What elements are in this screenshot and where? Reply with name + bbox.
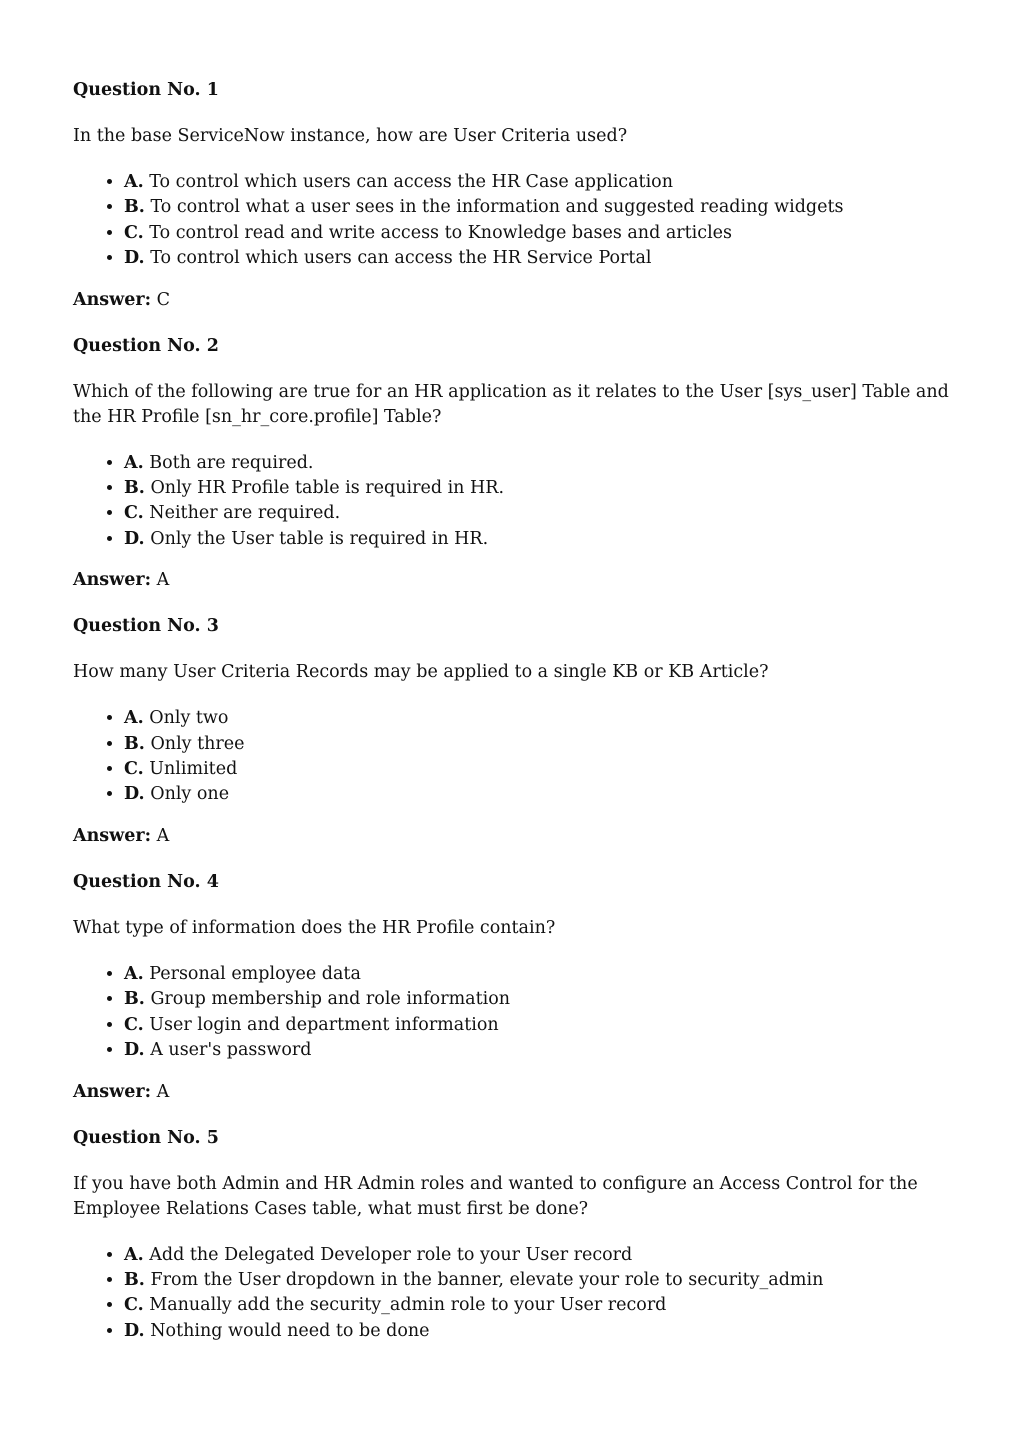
- option-text: To control read and write access to Knowledge bases and articles: [143, 222, 733, 243]
- option-text: To control what a user sees in the information and suggested reading widgets: [144, 197, 844, 218]
- option-d: [124, 527, 951, 552]
- option-c: [124, 757, 951, 782]
- option-list: [73, 170, 951, 272]
- option-letter: B.: [124, 197, 145, 218]
- question-text: How many User Criteria Records may be applied to a single KB or KB Article?: [73, 662, 769, 683]
- option-text: Both are required.: [143, 452, 314, 473]
- question-1: [73, 78, 951, 313]
- option-letter: B.: [124, 733, 145, 754]
- option-c: [124, 1293, 951, 1318]
- option-a: [124, 451, 951, 476]
- answer: [73, 568, 951, 593]
- option-letter: A.: [124, 708, 144, 729]
- question-title: Question No. 2: [73, 335, 219, 356]
- option-letter: C.: [124, 759, 144, 780]
- option-c: [124, 1013, 951, 1038]
- option-text: User login and department information: [143, 1014, 499, 1035]
- answer-label: Answer:: [73, 570, 152, 591]
- question-text: In the base ServiceNow instance, how are User Criteria used?: [73, 126, 628, 146]
- option-d: [124, 782, 951, 807]
- option-text: Neither are required.: [143, 503, 341, 524]
- option-text: From the User dropdown in the banner, elevate your role to security_admin: [144, 1269, 824, 1290]
- option-letter: C.: [124, 1295, 144, 1316]
- option-a: [124, 170, 951, 195]
- option-letter: D.: [124, 1040, 145, 1061]
- option-text: A user's password: [144, 1040, 312, 1061]
- question-title: Question No. 4: [73, 871, 219, 892]
- question-4: [73, 870, 951, 1105]
- option-text: Only two: [143, 708, 229, 729]
- option-text: Add the Delegated Developer role to your User record: [143, 1244, 633, 1265]
- option-letter: B.: [124, 1269, 145, 1290]
- answer-value: A: [151, 825, 170, 846]
- question-text: If you have both Admin and HR Admin roles and wanted to configure an Access Control for the Employee Relations Cases table, what must first be done?: [73, 1173, 918, 1219]
- option-b: [124, 987, 951, 1012]
- option-letter: B.: [124, 478, 145, 499]
- option-a: [124, 1243, 951, 1268]
- option-letter: D.: [124, 1320, 145, 1341]
- option-text: To control which users can access the HR Service Portal: [144, 248, 652, 269]
- option-letter: D.: [124, 784, 145, 805]
- question-text: What type of information does the HR Profile contain?: [73, 917, 556, 938]
- option-list: [73, 451, 951, 553]
- option-b: [124, 195, 951, 220]
- question-3: [73, 614, 951, 849]
- option-text: Manually add the security_admin role to your User record: [143, 1295, 667, 1316]
- answer-label: Answer:: [73, 1081, 152, 1102]
- answer: [73, 288, 951, 313]
- question-text: Which of the following are true for an HR application as it relates to the User [sys_user] Table and the HR Profile [sn_hr_core.profile] Table?: [73, 381, 949, 427]
- question-2: [73, 334, 951, 594]
- answer-label: Answer:: [73, 825, 152, 846]
- option-text: Group membership and role information: [144, 989, 511, 1010]
- option-letter: B.: [124, 989, 145, 1010]
- option-b: [124, 476, 951, 501]
- option-c: [124, 501, 951, 526]
- question-5: [73, 1126, 951, 1345]
- option-c: [124, 221, 951, 246]
- answer: [73, 1080, 951, 1105]
- option-letter: A.: [124, 963, 144, 984]
- option-letter: C.: [124, 1014, 144, 1035]
- question-title: Question No. 1: [73, 80, 219, 100]
- option-text: Nothing would need to be done: [144, 1320, 430, 1341]
- option-b: [124, 732, 951, 757]
- option-letter: A.: [124, 452, 144, 473]
- option-b: [124, 1268, 951, 1293]
- answer-value: A: [151, 1081, 170, 1102]
- question-title: Question No. 5: [73, 1127, 219, 1148]
- answer-label: Answer:: [73, 289, 152, 310]
- option-d: [124, 246, 951, 271]
- option-letter: C.: [124, 503, 144, 524]
- option-letter: D.: [124, 248, 145, 269]
- option-letter: A.: [124, 172, 144, 192]
- option-letter: D.: [124, 528, 145, 549]
- option-letter: A.: [124, 1244, 144, 1265]
- option-a: [124, 706, 951, 731]
- answer-value: A: [151, 570, 170, 591]
- answer-value: C: [151, 289, 170, 310]
- answer: [73, 824, 951, 849]
- option-list: [73, 706, 951, 808]
- option-text: Only the User table is required in HR.: [144, 528, 489, 549]
- option-text: Only HR Profile table is required in HR.: [144, 478, 505, 499]
- option-text: To control which users can access the HR Case application: [143, 172, 673, 192]
- option-text: Unlimited: [143, 759, 238, 780]
- option-letter: C.: [124, 222, 144, 243]
- option-d: [124, 1038, 951, 1063]
- question-title: Question No. 3: [73, 616, 219, 637]
- option-list: [73, 962, 951, 1064]
- option-text: Only one: [144, 784, 230, 805]
- option-text: Personal employee data: [143, 963, 361, 984]
- option-list: [73, 1243, 951, 1345]
- option-d: [124, 1319, 951, 1344]
- option-a: [124, 962, 951, 987]
- option-text: Only three: [144, 733, 245, 754]
